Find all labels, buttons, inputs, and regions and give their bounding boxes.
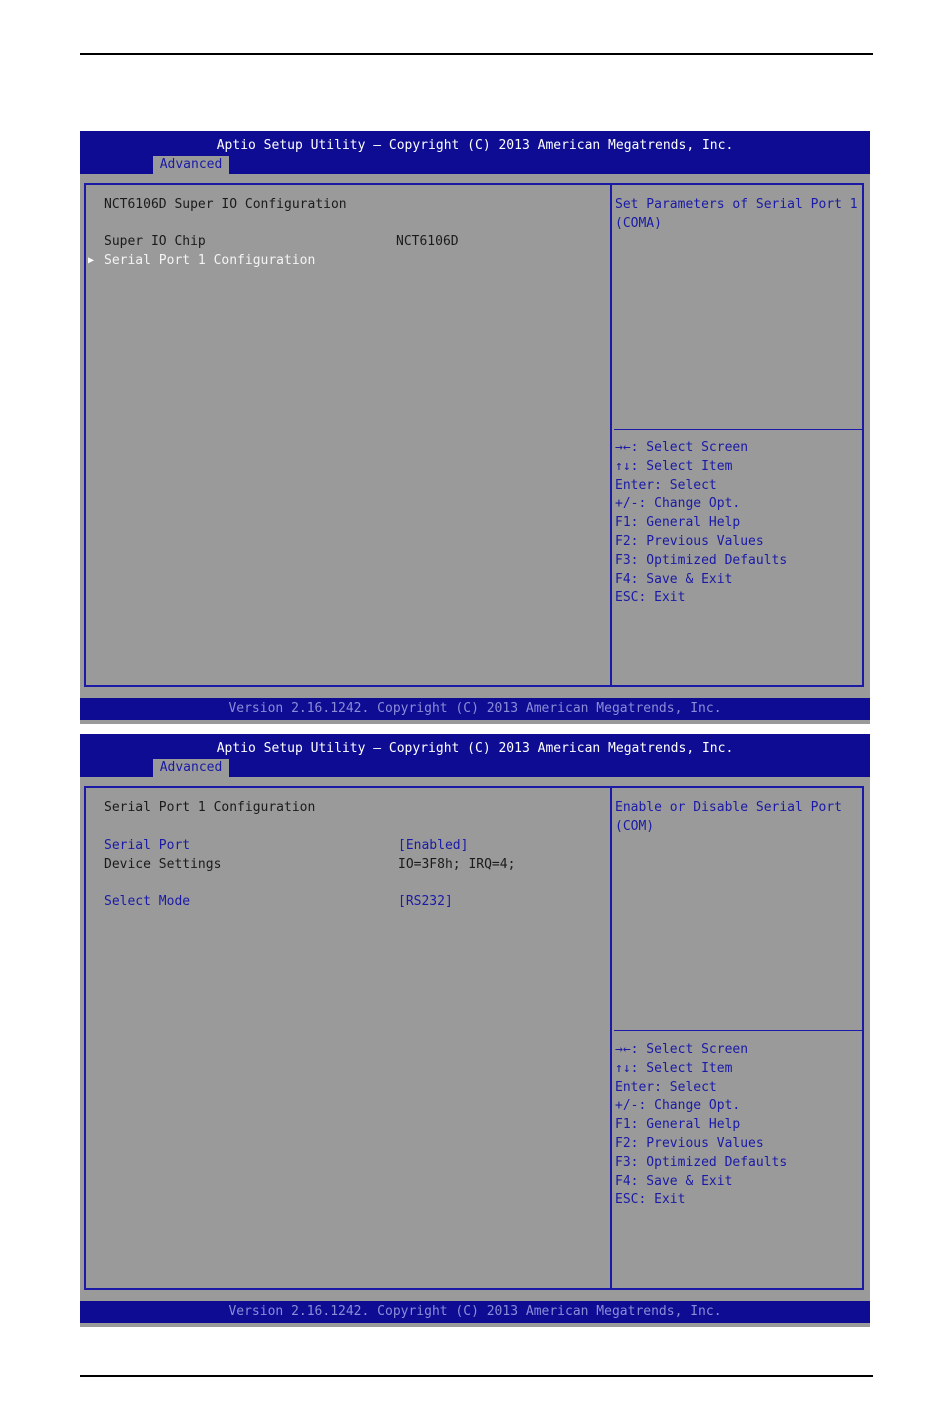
key-legend-item: +/-: Change Opt. <box>615 1098 741 1114</box>
key-legend-item: F4: Save & Exit <box>615 571 733 587</box>
serial-port-value[interactable]: [Enabled] <box>398 838 469 853</box>
key-legend-item: ESC: Exit <box>615 590 686 606</box>
key-legend-item: +/-: Change Opt. <box>615 496 741 512</box>
select-mode-value[interactable]: [RS232] <box>398 894 453 909</box>
page-top-rule <box>80 53 873 55</box>
bios-header <box>80 734 870 777</box>
tab-advanced[interactable]: Advanced <box>153 156 229 174</box>
help-description: Set Parameters of Serial Port 1 (COMA) <box>615 197 858 231</box>
bios-main-panel <box>84 183 864 687</box>
bios-screen-super-io <box>80 131 870 724</box>
key-legend-item: Enter: Select <box>615 1079 717 1095</box>
key-legend-item: Enter: Select <box>615 477 717 493</box>
key-legend-item: F4: Save & Exit <box>615 1173 733 1189</box>
submenu-arrow-icon: ▶ <box>88 255 95 266</box>
super-io-chip-label: Super IO Chip <box>104 234 206 249</box>
key-legend-item: F3: Optimized Defaults <box>615 552 788 568</box>
key-legend-item: →←: Select Screen <box>615 1042 749 1057</box>
serial-port-1-configuration-item[interactable]: Serial Port 1 Configuration <box>104 253 316 268</box>
key-legend <box>615 1041 787 1210</box>
help-description: Enable or Disable Serial Port (COM) <box>615 800 842 834</box>
bios-header <box>80 131 870 174</box>
super-io-chip-value: NCT6106D <box>396 234 459 249</box>
key-legend-item: →←: Select Screen <box>615 440 749 455</box>
bios-screen-serial-port <box>80 734 870 1327</box>
key-legend-item: ↑↓: Select Item <box>615 1060 733 1076</box>
page-bottom-rule <box>80 1375 873 1377</box>
bios-footer <box>80 698 870 720</box>
serial-port-label[interactable]: Serial Port <box>104 838 191 853</box>
key-legend-item: F1: General Help <box>615 1117 741 1133</box>
device-settings-label: Device Settings <box>104 857 222 872</box>
page-heading: Serial Port 1 Configuration <box>104 800 316 815</box>
version-footer: Version 2.16.1242. Copyright (C) 2013 American Megatrends, Inc. <box>228 701 722 716</box>
panel-divider <box>610 788 612 1288</box>
help-separator <box>614 429 864 430</box>
key-legend-item: ↑↓: Select Item <box>615 458 733 474</box>
device-settings-value: IO=3F8h; IRQ=4; <box>398 857 516 872</box>
bios-footer <box>80 1301 870 1323</box>
select-mode-label[interactable]: Select Mode <box>104 894 191 909</box>
bios-title: Aptio Setup Utility – Copyright (C) 2013 American Megatrends, Inc. <box>216 138 734 153</box>
key-legend-item: F2: Previous Values <box>615 533 764 549</box>
help-separator <box>614 1030 864 1031</box>
panel-divider <box>610 185 612 685</box>
version-footer: Version 2.16.1242. Copyright (C) 2013 American Megatrends, Inc. <box>228 1304 722 1319</box>
key-legend-item: F3: Optimized Defaults <box>615 1154 788 1170</box>
bios-title: Aptio Setup Utility – Copyright (C) 2013 American Megatrends, Inc. <box>216 741 734 756</box>
key-legend <box>615 439 787 608</box>
page-heading: NCT6106D Super IO Configuration <box>104 197 347 212</box>
bios-main-panel <box>84 786 864 1290</box>
key-legend-item: F1: General Help <box>615 515 741 531</box>
key-legend-item: ESC: Exit <box>615 1192 686 1208</box>
tab-advanced[interactable]: Advanced <box>153 759 229 777</box>
key-legend-item: F2: Previous Values <box>615 1135 764 1151</box>
